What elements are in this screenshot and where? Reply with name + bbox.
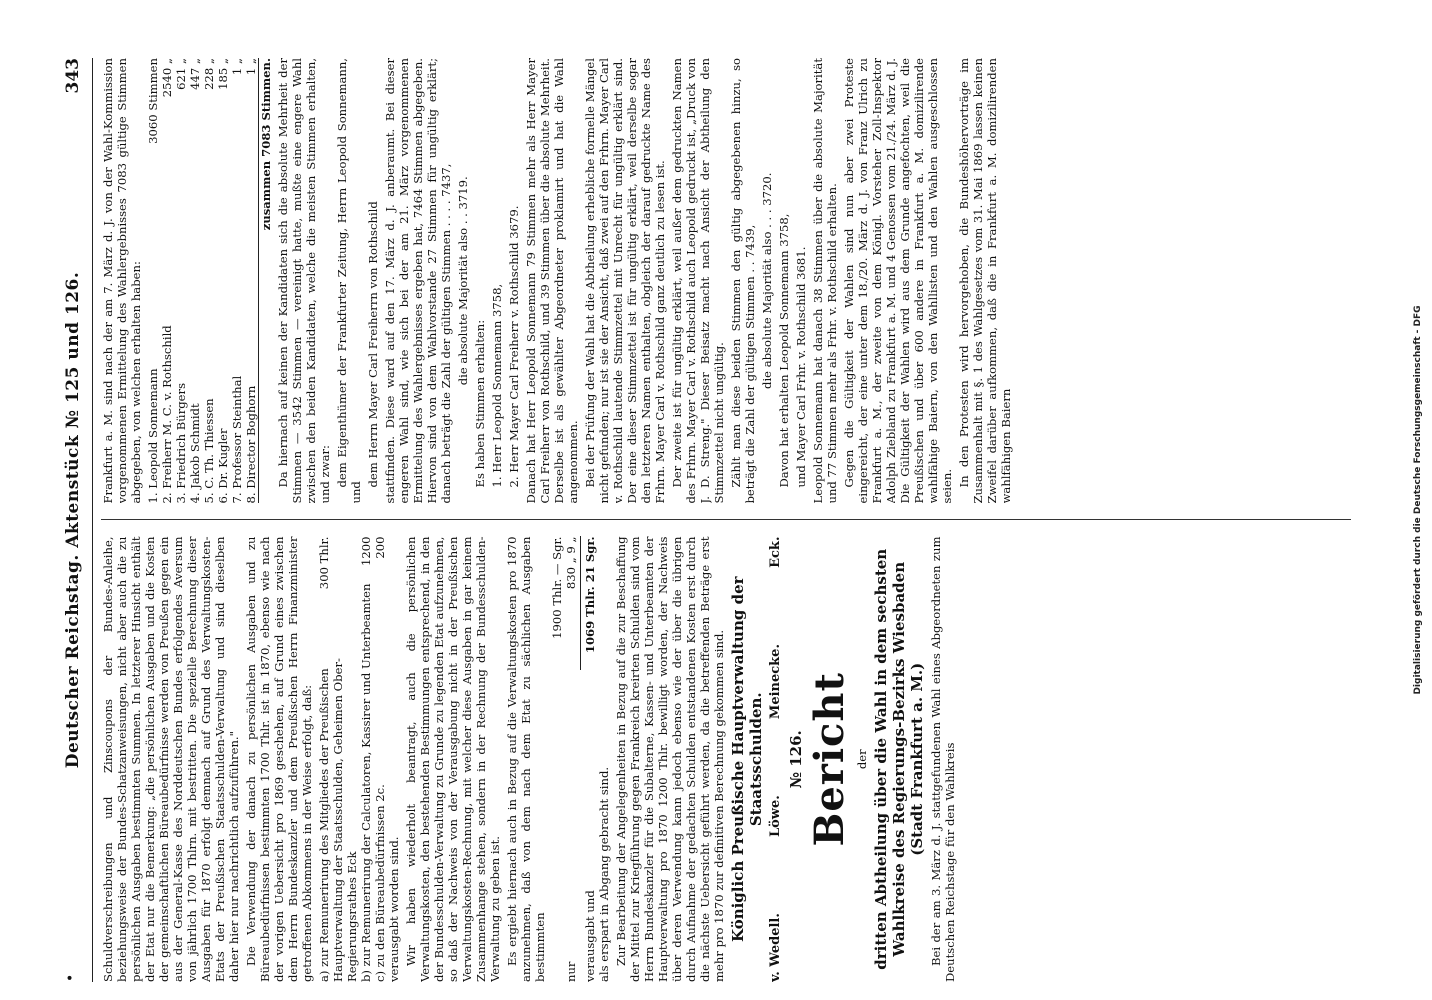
vote-row: 4. Jakob Schmidt 447 „ <box>188 58 202 504</box>
column-divider <box>101 520 1351 521</box>
vote-row: 6. Dr. Kugler 185 „ <box>216 58 230 504</box>
expense-amount: 1200 <box>359 536 373 567</box>
paragraph: Die Verwendung der danach zu persönlichen Ausgaben und zu Büreaubedürfnissen bestimmten 1700 Thlr. ist in 1870, ebenso wie nach der vorigen Uebersicht pro 1869 geschehen, auf Grund eines zwischen dem Herrn Bundeskanzler und dem Preußischen Herrn Finanzminister getroffenen Abkommens in der Weise erfolgt, daß: <box>244 536 314 982</box>
two-column-body <box>101 58 1351 982</box>
paragraph: Wir haben wiederholt beantragt, auch die persönlichen Verwaltungskosten, den bestehenden Bestimmungen entsprechend, in den der Bundesschulden-Verwaltung zu Grunde zu legenden Etat aufzunehmen, so daß der Nachweis von der Verausgabung nicht in der Preußischen Verwaltungskosten-Rechnung, mit welcher diese Ausgaben in gar keinem Zusammenhange stehen, sondern in der Rechnung der Bundesschulden-Verwaltung zu geben ist. <box>404 536 502 982</box>
paragraph: und Mayer Carl Frhr. v. Rothschild 3681. <box>794 246 808 488</box>
signer: Löwe. <box>768 795 783 837</box>
paragraph: Zählt man diese beiden Stimmen den gültig abgegebenen hinzu, so beträgt die Zahl der gültigen Stimmen . . 7439, <box>729 58 757 504</box>
paragraph: Der zweite ist für ungültig erklärt, weil außer dem gedruckten Namen des Frhrn. Mayer Carl v. Rothschild auch Leopold gedruckt ist, „Druck von J. D. Streng." Dieser Beisatz macht nach Ansicht der Abtheilung den Stimmzettel nicht ungültig. <box>670 58 726 504</box>
document-subtitle: dritten Abtheilung über die Wahl in dem sechsten Wahlkreise des Regierungs-Bezirks Wiesbaden (Stadt Frankfurt a. M.) <box>872 548 926 970</box>
vote-total: zusammen 7083 Stimmen. <box>258 58 273 504</box>
paragraph: Bei der Prüfung der Wahl hat die Abtheilung erhebliche formelle Mängel nicht gefunden; nur ist sie der Ansicht, daß zwei auf den Frhrn. Mayer Carl v. Rothschild lautende Stimmzettel mit Unrecht für ungültig erklärt sind. Der eine dieser Stimmzettel ist für ungültig erklärt, weil derselbe sogar den letzteren Namen enthalten, obgleich der darauf gedruckte Name des Frhrn. Mayer Carl v. Rothschild ganz deutlich zu lesen ist. <box>583 58 667 504</box>
digitization-credit: Digitalisierung gefördert durch die Deutsche Forschungsgemeinschaft - DFG <box>1413 305 1423 695</box>
paragraph: Danach hat Herr Leopold Sonnemann 79 Stimmen mehr als Herr Mayer Carl Freiherr von Rothschild, und 39 Stimmen über die absolute Mehrheit. Derselbe ist als gewählter Abgeordneter proklamirt und hat die Wahl angenommen. <box>524 58 580 504</box>
paragraph: 1. Herr Leopold Sonnemann 3758, <box>490 283 504 488</box>
paragraph: Gegen die Gültigkeit der Wahlen sind nun aber zwei Proteste eingereicht, der eine unter dem 18./20. März d. J. von Franz Ulrich zu Frankfurt a. M., der zweite von dem Königl. Vorsteher Zoll-Inspektor Adolph Ziebland zu Frankfurt a. M. und 4 Genossen vom 21./24. März d. J. Die Gültigkeit der Wahlen wird aus dem Grunde angefochten, weil die Preußischen und über 600 andere in Frankfurt a. M. domizilirende wahlfähige Baiern, von den Wahllisten und den Wahlen ausgeschlossen seien. <box>842 58 954 504</box>
paragraph: Frankfurt a. M. sind nach der am 7. März d. J. von der Wahl-Kommission vorgenommenen Ermittelung des Wahlergebnisses 7083 gültige Stimmen abgegeben, von welchen erhalten haben: <box>101 58 143 504</box>
paragraph: die absolute Majorität also . . 3719. <box>456 176 470 386</box>
paragraph: dem Herrn Mayer Carl Freiherrn von Rothschild <box>366 201 380 488</box>
paragraph: Da hiernach auf keinen der Kandidaten sich die absolute Mehrheit der Stimmen — 3542 Stimmen — vereinigt hatte, mußte eine engere Wahl zwischen den beiden Kandidaten, welche die meisten Stimmen erhalten, und zwar: <box>276 58 332 504</box>
paragraph: dem Eigenthümer der Frankfurter Zeitung, Herrn Leopold Sonnemann, und <box>335 58 363 504</box>
paragraph: stattfinden. Diese ward auf den 17. März d. J. anberaumt. Bei dieser engeren Wahl sind, wie sich bei der am 21. März vorgenommenen Ermittelung des Wahlergebnisses ergeben hat, 7464 Stimmen abgegeben. Hiervon sind von dem Wahlvorstande 27 Stimmen für ungültig erklärt; danach beträgt die Zahl der gültigen Stimmen . . . . 7437, <box>383 58 453 504</box>
sum-row: nur 830 „ 9 „ <box>564 536 578 982</box>
paragraph: Zur Bearbeitung der Angelegenheiten in Bezug auf die zur Beschaffung der Mittel zur Kriegführung gegen Frankreich kreirten Schulden sind vom Herrn Bundeskanzler für die Subalterne, Kassen- und Unterbeamten der Hauptverwaltung pro 1870 1200 Thlr. bewilligt worden, der Nachweis über deren Verwendung kann jedoch ebenso wie der über die übrigen durch Aufnahme der gedachten Schulden entstandenen Kosten erst durch die nächste Uebersicht geführt werden, da die betreffenden Beträge erst mehr pro 1870 zur definitiven Berechnung gekommen sind. <box>614 536 726 982</box>
expense-item-b: b) zur Remunerirung der Calculatoren, Kassirer und Unterbeamten 1200 <box>359 536 373 982</box>
vote-table <box>146 58 258 504</box>
sum-row: 1900 Thlr. — Sgr. <box>550 536 564 639</box>
authority-heading: Königlich Preußische Hauptverwaltung der Staatsschulden. <box>729 576 765 943</box>
expense-amount: 300 Thlr. <box>317 536 331 590</box>
vote-row: 1. Leopold Sonnemann 3060 Stimmen <box>146 58 160 504</box>
document-number: № 126. <box>787 730 805 789</box>
column-left <box>101 537 1351 983</box>
sum-rule <box>580 537 581 671</box>
paragraph: als erspart in Abgang gebracht sind. <box>597 766 611 982</box>
signer: Meinecke. <box>768 644 783 720</box>
paragraph: Leopold Sonnemann hat danach 38 Stimmen über die absolute Majorität und 77 Stimmen mehr als Frhr. v. Rothschild erhalten. <box>811 58 839 504</box>
expense-amount: 200 <box>373 536 387 559</box>
running-title: Deutscher Reichstag. Aktenstück № 125 und 126. <box>63 271 83 769</box>
column-right <box>101 58 1351 504</box>
paragraph: Schuldverschreibungen und Zinscoupons der Bundes-Anleihe, beziehungsweise der Bundes-Schatzanweisungen, nicht aber auch die zu persönlichen Ausgaben bestimmten Summen. In letzterer Hinsicht enthält der Etat nur die Bemerkung: „die persönlichen Ausgaben und die Kosten der gemeinschaftlichen Büreaubedürfnisse werden von Preußen gegen ein aus der General-Kasse des Norddeutschen Bundes erfolgendes Aversum von jährlich 1700 Thlrn. mit bestritten. Die spezielle Berechnung dieser Ausgaben für 1870 erfolgt demnach auf Grund des Verwaltungskosten-Etats der Preußischen Staatsschulden-Verwaltung und sind dieselben daher hier nur nachrichtlich aufzuführen." <box>101 536 241 982</box>
expense-item-c: c) zu den Büreaubedürfnissen 2c. 200 <box>373 536 387 982</box>
vote-row: 5. C. Th. Thiessen 228 „ <box>202 58 216 504</box>
document-title: Bericht <box>806 672 853 847</box>
signer: Eck. <box>768 536 783 568</box>
header-mark: • <box>63 973 79 982</box>
vote-row: 3. Friedrich Bürgers 621 „ <box>174 58 188 504</box>
vote-row: 7. Professor Steinthal 1 „ <box>230 58 244 504</box>
expense-item-a: a) zur Remunerirung des Mitgliedes der Preußischen Hauptverwaltung der Staatsschulden, Geheimen Ober-Regierungsrathes Eck 300 Thlr. <box>317 536 359 982</box>
paragraph: Es ergiebt hiernach auch in Bezug auf die Verwaltungskosten pro 1870 anzunehmen, daß von dem nach dem Etat zu sächlichen Ausgaben bestimmten <box>505 536 547 982</box>
page-header <box>62 58 93 982</box>
paragraph: In den Protesten wird hervorgehoben, die Bundeshöhervorträge im Zusammenhalt mit §. 1 des Wahlgesetzes vom 31. Mai 1869 lassen keinen Zweifel darüber aufkommen, daß die in Frankfurt a. M. domizilirenden wahlfähigen Baiern <box>957 58 1013 504</box>
document-title-der: der <box>855 749 869 770</box>
signatories <box>769 537 783 983</box>
signer: v. Wedell. <box>768 913 783 982</box>
paragraph: verausgabt worden sind. <box>387 836 401 982</box>
document-page <box>50 40 1370 1000</box>
paragraph: Es haben Stimmen erhalten: <box>473 319 487 488</box>
paragraph: die absolute Majorität also . . . 3720. <box>760 172 774 389</box>
paragraph: Bei der am 3. März d. J. stattgefundenen Wahl eines Abgeordneten zum Deutschen Reichstage für den Wahlkreis <box>929 536 957 982</box>
paragraph: Davon hat erhalten Leopold Sonnemann 3758, <box>777 213 791 488</box>
page-number: 343 <box>63 58 83 94</box>
vote-row: 8. Director Boghorn 1 „ <box>244 58 258 504</box>
sum-row: verausgabt und 1069 Thlr. 21 Sgr. <box>583 536 597 982</box>
paragraph: 2. Herr Mayer Carl Freiherr v. Rothschild 3679. <box>507 205 521 488</box>
vote-row: 2. Freiherr M. C. v. Rothschild 2540 „ <box>160 58 174 504</box>
